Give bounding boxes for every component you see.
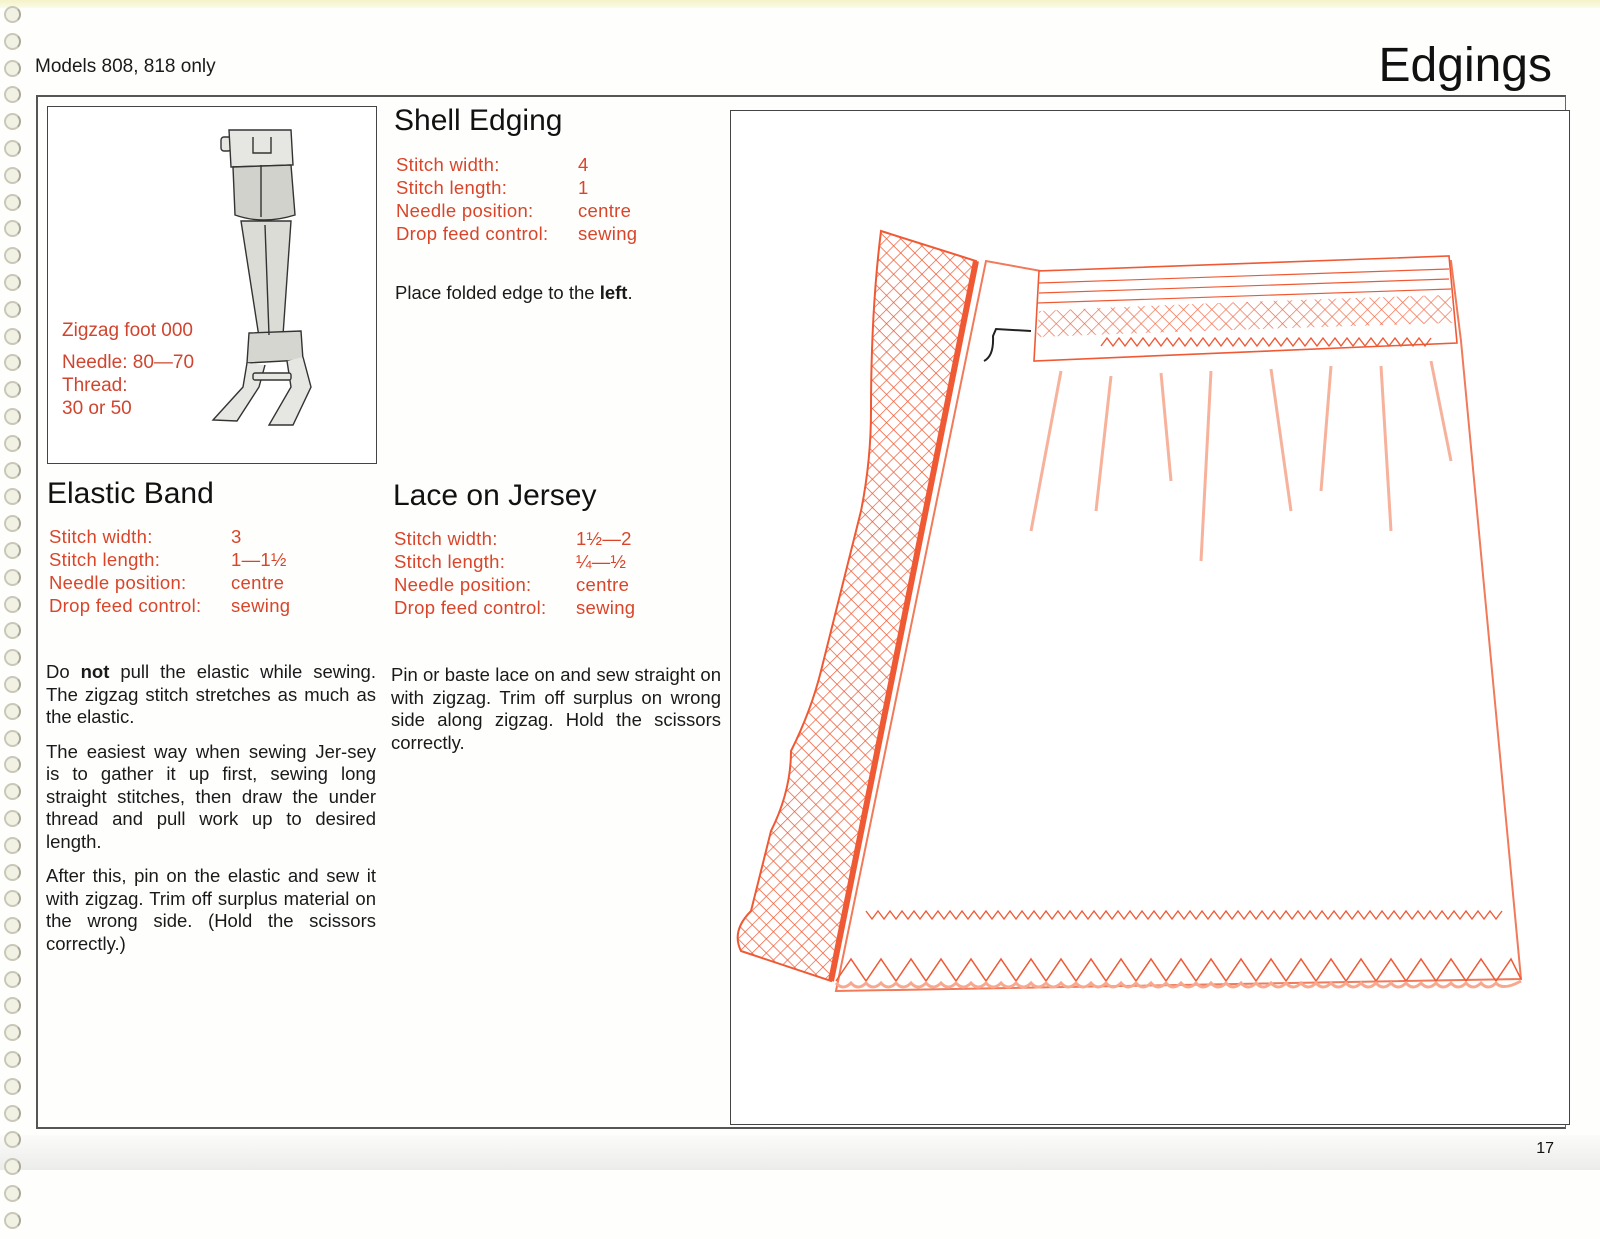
skirt-illustration	[731, 111, 1571, 1126]
paragraph: After this, pin on the elastic and sew it with zigzag. Trim off surplus material on the wrong side. (Hold the scissors correctly.)	[46, 865, 376, 954]
binding-ring	[4, 1078, 21, 1095]
binding-ring	[4, 274, 21, 291]
binding-ring	[4, 1185, 21, 1202]
elastic-band-instructions	[46, 661, 376, 967]
binding-ring	[4, 730, 21, 747]
lace-on-jersey-specs	[394, 527, 635, 619]
paragraph: Do not pull the elastic while sewing. The zigzag stitch stretches as much as the elastic.	[46, 661, 376, 727]
binding-ring	[4, 86, 21, 103]
binding-ring	[4, 1051, 21, 1068]
binding-ring	[4, 971, 21, 988]
spec-row: Stitch length: 1—1½	[49, 549, 287, 570]
shell-edging-heading: Shell Edging	[394, 104, 563, 137]
binding-ring	[4, 676, 21, 693]
binding-ring	[4, 542, 21, 559]
paragraph: The easiest way when sewing Jer-sey is to gather it up first, sewing long straight stitches, then draw the under thread and pull work up to desired length.	[46, 740, 376, 852]
binding-ring	[4, 488, 21, 505]
binding-ring	[4, 944, 21, 961]
spec-row: Stitch width: 3	[49, 526, 242, 547]
presser-foot-box	[47, 106, 377, 464]
spec-row: Needle position: centre	[394, 574, 630, 595]
binding-ring	[4, 462, 21, 479]
binding-ring	[4, 703, 21, 720]
binding-ring	[4, 194, 21, 211]
spec-row: Needle position: centre	[396, 200, 632, 221]
binding-ring	[4, 1024, 21, 1041]
thread-value: 30 or 50	[62, 398, 132, 419]
binding-ring	[4, 917, 21, 934]
binding-ring	[4, 140, 21, 157]
spec-row: Stitch length: ¼—½	[394, 551, 627, 572]
binding-ring	[4, 1131, 21, 1148]
page-number: 17	[1536, 1140, 1554, 1157]
binding-ring	[4, 890, 21, 907]
binding-ring	[4, 6, 21, 23]
thread-label: Thread:	[62, 375, 128, 396]
binding-ring	[4, 167, 21, 184]
needle-size: Needle: 80—70	[62, 352, 195, 373]
paragraph: Pin or baste lace on and sew straight on with zigzag. Trim off surplus on wrong side along zigzag. Hold the scissors correctly.	[391, 664, 721, 753]
binding-ring	[4, 1212, 21, 1229]
spec-row: Needle position: centre	[49, 572, 285, 593]
binding-ring	[4, 783, 21, 800]
binding-ring	[4, 569, 21, 586]
binding-ring	[4, 247, 21, 264]
spec-row: Drop feed control: sewing	[49, 595, 291, 616]
skirt-illustration-frame	[730, 110, 1570, 1125]
binding-ring	[4, 220, 21, 237]
spec-row: Drop feed control: sewing	[396, 223, 638, 244]
binding-ring	[4, 997, 21, 1014]
page-top-edge	[0, 0, 1600, 8]
spiral-binding	[4, 6, 26, 1239]
binding-ring	[4, 1105, 21, 1122]
binding-ring	[4, 756, 21, 773]
elastic-band-specs	[49, 525, 290, 617]
binding-ring	[4, 381, 21, 398]
spec-row: Stitch width: 1½—2	[394, 528, 632, 549]
binding-ring	[4, 435, 21, 452]
binding-ring	[4, 60, 21, 77]
spec-row: Drop feed control: sewing	[394, 597, 636, 618]
lace-on-jersey-instructions	[391, 664, 721, 766]
binding-ring	[4, 408, 21, 425]
binding-ring	[4, 515, 21, 532]
binding-ring	[4, 596, 21, 613]
binding-ring	[4, 328, 21, 345]
binding-ring	[4, 354, 21, 371]
binding-ring	[4, 622, 21, 639]
lace-on-jersey-heading: Lace on Jersey	[393, 479, 597, 512]
binding-ring	[4, 837, 21, 854]
binding-ring	[4, 649, 21, 666]
models-note: Models 808, 818 only	[35, 56, 216, 77]
binding-ring	[4, 301, 21, 318]
binding-ring	[4, 864, 21, 881]
page-bottom-edge	[0, 1135, 1600, 1170]
binding-ring	[4, 113, 21, 130]
zigzag-foot-illustration	[203, 125, 333, 435]
binding-ring	[4, 33, 21, 50]
shell-edging-specs	[396, 153, 637, 245]
spec-row: Stitch width: 4	[396, 154, 589, 175]
binding-ring	[4, 810, 21, 827]
binding-ring	[4, 1158, 21, 1175]
page-title: Edgings	[1378, 39, 1552, 92]
elastic-band-heading: Elastic Band	[47, 477, 214, 510]
shell-edging-instruction: Place folded edge to the left.	[395, 282, 633, 303]
spec-row: Stitch length: 1	[396, 177, 589, 198]
foot-name: Zigzag foot 000	[62, 320, 193, 341]
